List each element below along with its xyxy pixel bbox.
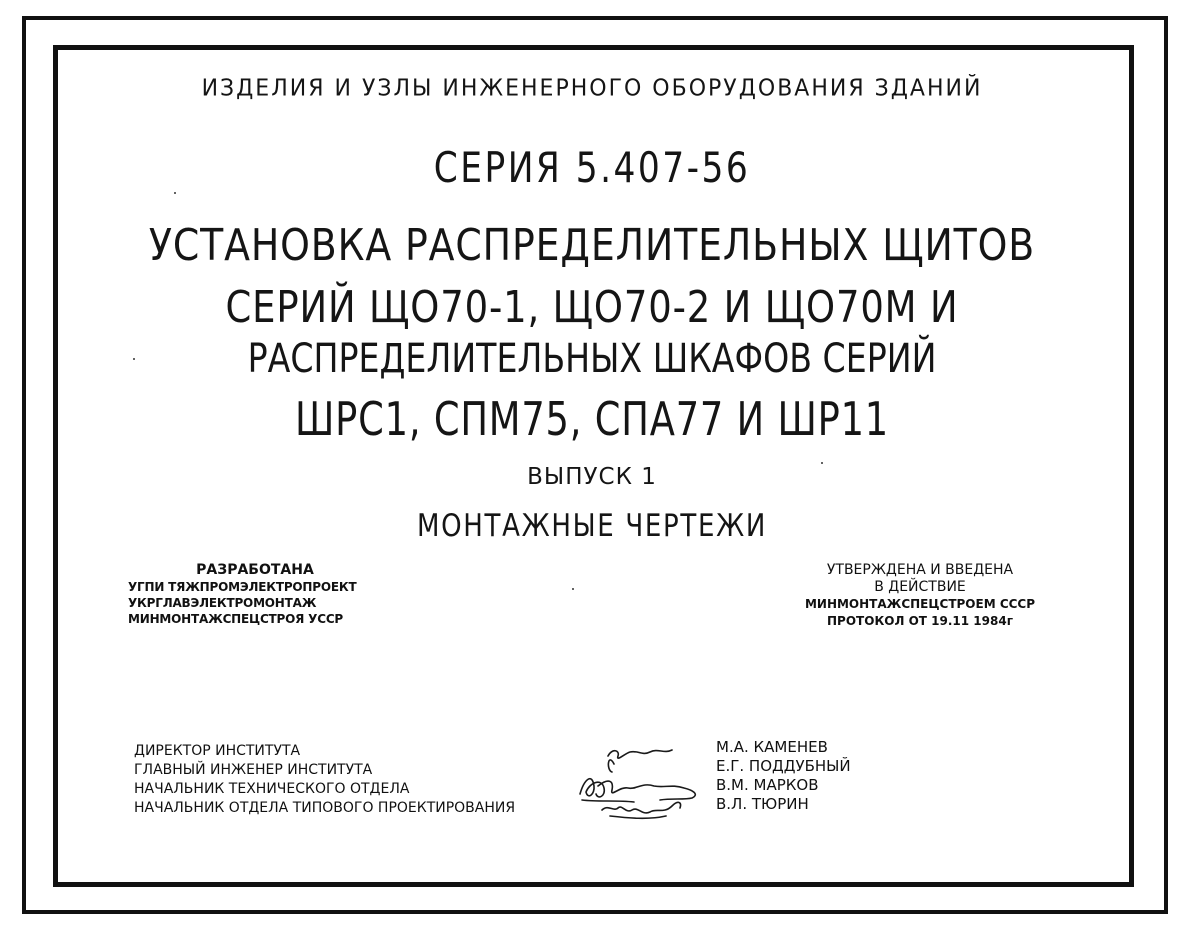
signatory-role: НАЧАЛЬНИК ОТДЕЛА ТИПОВОГО ПРОЕКТИРОВАНИЯ: [134, 800, 516, 816]
title-line-2: СЕРИЙ ЩО70-1, ЩО70-2 И ЩО70М И: [225, 282, 959, 333]
developed-by-line: УКРГЛАВЭЛЕКТРОМОНТАЖ: [128, 596, 317, 610]
signatory-name: В.Л. ТЮРИН: [716, 795, 809, 813]
approved-line: МИНМОНТАЖСПЕЦСТРОЕМ СССР: [804, 597, 1036, 611]
developed-by-title: РАЗРАБОТАНА: [196, 562, 314, 578]
approved-line: УТВЕРЖДЕНА И ВВЕДЕНА: [826, 562, 1014, 578]
scan-speck: [821, 462, 823, 464]
title-line-3: РАСПРЕДЕЛИТЕЛЬНЫХ ШКАФОВ СЕРИЙ: [247, 336, 937, 382]
signatory-role: ДИРЕКТОР ИНСТИТУТА: [134, 743, 301, 759]
title-line-1: УСТАНОВКА РАСПРЕДЕЛИТЕЛЬНЫХ ЩИТОВ: [148, 220, 1036, 271]
signatory-name: В.М. МАРКОВ: [716, 776, 819, 794]
approved-block: [790, 562, 1050, 630]
scan-speck: [174, 192, 176, 194]
scan-speck: [572, 588, 574, 590]
scan-speck: [133, 358, 135, 360]
developed-by-line: МИНМОНТАЖСПЕЦСТРОЯ УССР: [128, 612, 344, 626]
approved-line: В ДЕЙСТВИЕ: [874, 579, 966, 595]
approved-line: ПРОТОКОЛ ОТ 19.11 1984г: [827, 614, 1013, 628]
signatory-names: [716, 738, 851, 814]
signatory-name: М.А. КАМЕНЕВ: [716, 738, 828, 756]
developed-by-line: УГПИ ТЯЖПРОМЭЛЕКТРОПРОЕКТ: [128, 580, 357, 594]
signatory-name: Е.Г. ПОДДУБНЫЙ: [716, 757, 851, 775]
signatory-role: ГЛАВНЫЙ ИНЖЕНЕР ИНСТИТУТА: [134, 762, 373, 778]
subtitle: МОНТАЖНЫЕ ЧЕРТЕЖИ: [416, 508, 768, 544]
title-line-4: ШРС1, СПМ75, СПА77 И ШР11: [294, 392, 890, 446]
developed-by-block: [128, 562, 368, 627]
header-line: ИЗДЕЛИЯ И УЗЛЫ ИНЖЕНЕРНОГО ОБОРУДОВАНИЯ ЗДАНИЙ: [201, 75, 983, 102]
series-number: СЕРИЯ 5.407-56: [433, 143, 751, 192]
signatory-roles: [134, 742, 515, 818]
handwritten-signatures: [568, 742, 716, 834]
signatory-role: НАЧАЛЬНИК ТЕХНИЧЕСКОГО ОТДЕЛА: [134, 781, 410, 797]
issue-number: ВЫПУСК 1: [527, 464, 657, 490]
